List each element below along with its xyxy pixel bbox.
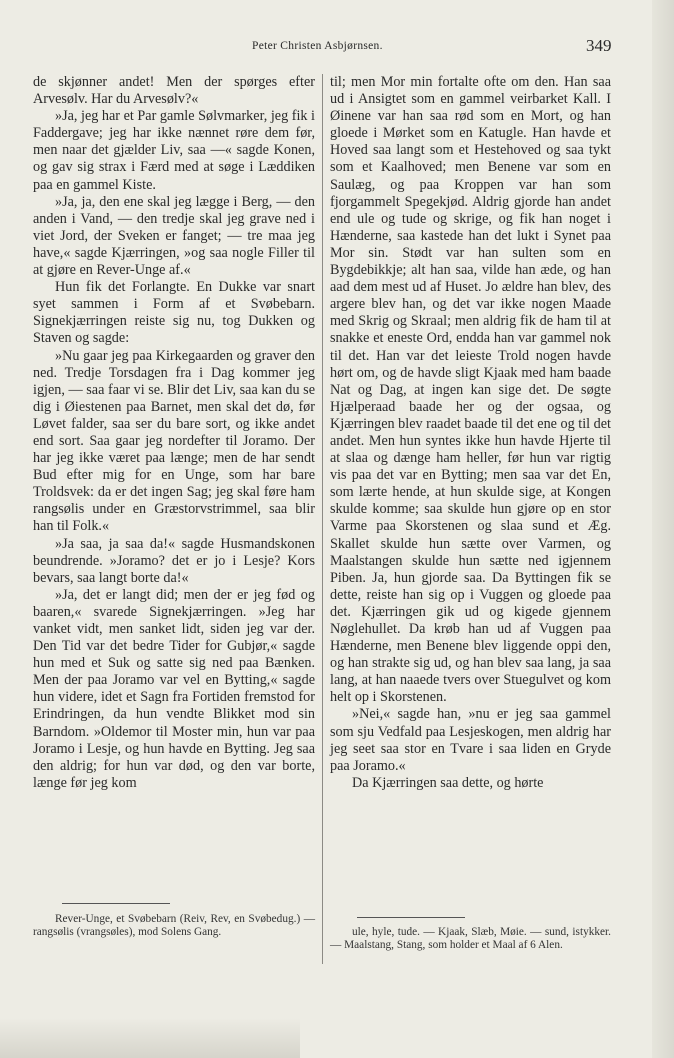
paragraph: »Nu gaar jeg paa Kirkegaarden og graver den ned. Tredje Torsdagen fra i Dag kommer jeg igjen, — saa faar vi se. Blir det Liv, saa kan du se dig i Øiestenen paa Barnet, men skal det dø, før Løvet falder, saa ser du bare sort, og ikke andet end sort. Saa gaar jeg nordefter til Joramo. Der har jeg ikke været paa længe; men de har sendt Bud efter mig for en Unge, som har bare Troldsvek: da er det ingen Sag; jeg skal føre ham rangsølis under en Græstorvstrimmel, saa blir han til Folk.« [33, 347, 315, 535]
paragraph: »Nei,« sagde han, »nu er jeg saa gammel som sju Vedfald paa Lesjeskogen, men aldrig har jeg seet saa stor en Tvare i saa liden en Gryde paa Joramo.« [330, 706, 611, 774]
paragraph: de skjønner andet! Men der spørges efter Arvesølv. Har du Arvesølv?« [33, 74, 315, 108]
footnote-text: ule, hyle, tude. — Kjaak, Slæb, Møie. — sund, istykker. — Maalstang, Stang, som holder et Maal af 6 Alen. [330, 926, 611, 952]
right-text-column [330, 74, 611, 792]
footnote-rule-left [62, 903, 170, 904]
footnote-text: Rever-Unge, et Svøbebarn (Reiv, Rev, en Svøbedug.) — rangsølis (vrangsøles), mod Solens Gang. [33, 913, 315, 939]
paragraph: »Ja, det er langt did; men der er jeg fød og baaren,« svarede Signekjærringen. »Jeg har vanket vidt, men sanket lidt, siden jeg var der. Den Tid var det bedre Tider for Gubjør,« sagde hun med et Suk og satte sig ned paa Bænken. Men der paa Joramo var vel en Bytting,« sagde hun videre, idet et Sagn fra Fortiden fremstod for Erindringen, da hun vendte Blikket mod sin Barndom. »Oldemor til Moster min, hun var paa Joramo i Lesje, og hun havde en Bytting. Jeg saa den aldrig; for hun var død, og den var borte, længe før jeg kom [33, 586, 315, 791]
paragraph: til; men Mor min fortalte ofte om den. Han saa ud i Ansigtet som en gammel veirbarket Kall. I Øinene var han saa rød som en Mort, og han gloede i Mørket som en Katugle. Han havde et Hoved saa langt som et Hestehoved og saa tykt som et Kaalhoved; men Benene var som en Saulæg, og paa Kroppen var han som fjorgammelt Spegekjød. Aldrig gjorde han andet end ule og tude og skrige, og fik han noget i Hænderne, saa kastede han det lukt i Synet paa Mor sin. Stødt var han sulten som en Bygdebikkje; alt han saa, vilde han æde, og han aad dem mest ud af Huset. Jo ældre han blev, des argere blev han, og det var ikke nogen Maade med Skrig og Skraal; men aldrig fik de ham til at snakke et eneste Ord, endda han var gammel nok til det. Han var det leieste Trold nogen havde hørt om, og de havde sligt Kjaak med ham baade Nat og Dag, at ingen kan sige det. De søgte Hjælperaad baade her og der ogsaa, og Kjærringen blev raadet baade til det ene og til det andet. Men hun syntes ikke hun havde Hjerte til at slaa og dænge ham heller, før hun var rigtig vis paa det var en Bytting; men saa var det En, som lærte hende, at hun skulde sige, at Kongen skulde komme; saa skulde hun gjøre op en stor Varme paa Skorstenen og slaa sund et Æg. Skallet skulde hun sætte over Varmen, og Maalstangen skulde hun sætte ned igjennem Piben. Ja, hun gjorde saa. Da Byttingen fik se dette, reiste han sig op i Vuggen og gloede paa det. Kjærringen gik ud og kigede gjennem Nøglehullet. Da krøb han ud af Vuggen paa Hænderne, men Benene blev liggende oppi den, og han strakte sig ud, og han blev saa lang, ja saa lang, at han naaede tvers over Stuegulvet og kom helt op i Skorstenen. [330, 74, 611, 706]
footnote-left [33, 913, 315, 940]
paragraph: Hun fik det Forlangte. En Dukke var snart syet sammen i Form af et Svøbebarn. Signekjærringen reiste sig nu, tog Dukken og Staven og sagde: [33, 279, 315, 347]
column-divider [322, 74, 323, 964]
paragraph: Da Kjærringen saa dette, og hørte [352, 774, 544, 791]
footnote-right [330, 926, 611, 953]
page-header [0, 36, 674, 64]
page-edge [652, 0, 674, 1058]
paragraph: »Ja, jeg har et Par gamle Sølvmarker, jeg fik i Faddergave; jeg har ikke nænnet røre dem før, men naar det gjælder Liv, saa —« sagde Konen, og gav sig strax i Færd med at søge i Læddiken paa en gammel Kiste. [33, 108, 315, 193]
paragraph: »Ja saa, ja saa da!« sagde Husmandskonen beundrende. »Joramo? det er jo i Lesje? Kors bevars, saa langt borte da!« [33, 535, 315, 586]
running-head: Peter Christen Asbjørnsen. [252, 40, 383, 52]
page-number: 349 [586, 36, 612, 55]
paragraph: »Ja, ja, den ene skal jeg lægge i Berg, — den anden i Vand, — den tredje skal jeg grave ned i viet Jord, der Sveken er fanget; — tre maa jeg have,« sagde Kjærringen, »og saa nogle Filler til at gjøre en Rever-Unge af.« [33, 193, 315, 279]
footnote-rule-right [357, 917, 465, 918]
page-shadow [0, 1018, 300, 1058]
left-text-column [33, 74, 315, 792]
